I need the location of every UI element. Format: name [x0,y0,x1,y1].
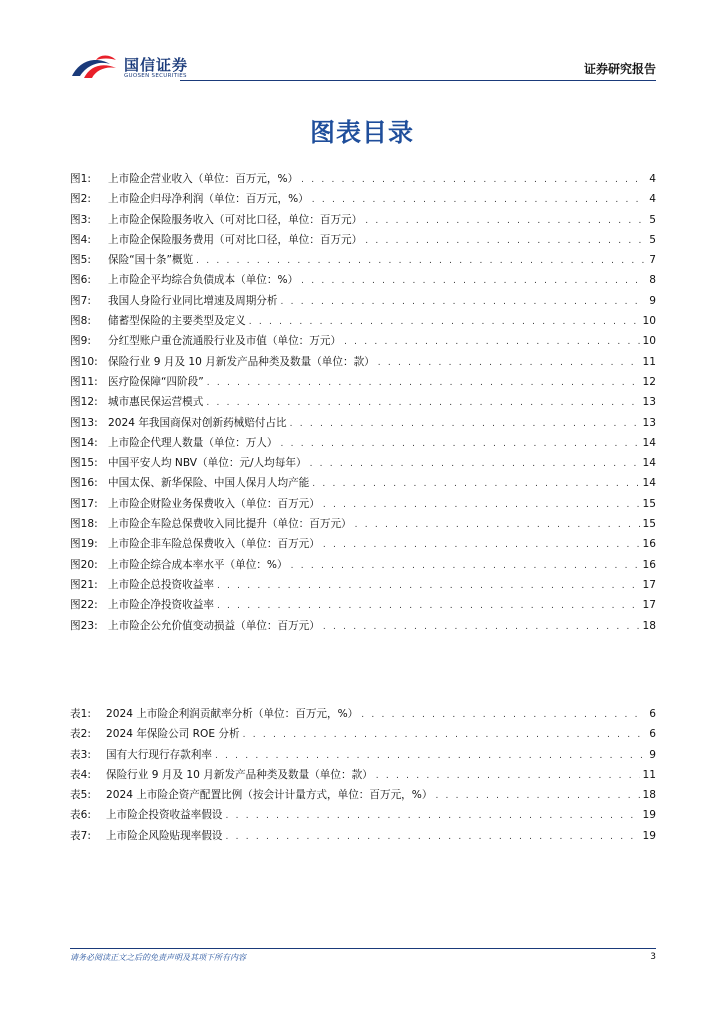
figure-list [70,171,656,638]
toc-entry-title: 上市险企保险服务费用（可对比口径，单位：百万元） [108,233,363,246]
toc-entry-page: 17 [642,599,656,612]
toc-entry-title: 上市险企代理人数量（单位：万人） [108,436,278,449]
dot-leader [226,811,640,821]
disclaimer-text: 请务必阅读正文之后的免责声明及其项下所有内容 [70,953,246,962]
page-header [70,50,656,86]
toc-entry-label: 图10: [70,355,98,368]
toc-entry-label: 图23: [70,619,98,632]
dot-leader [323,500,640,510]
toc-entry-page: 9 [649,748,656,761]
toc-entry-label: 图22: [70,599,98,612]
toc-entry-page: 4 [649,173,656,185]
dot-leader [378,358,640,368]
guosen-logo-icon [70,52,120,82]
toc-entry-title: 分红型账户重仓流通股行业及市值（单位：万元） [108,335,342,348]
dot-leader [301,175,645,185]
toc-entry-page: 6 [649,708,656,720]
table-toc-entry[interactable] [70,828,656,848]
table-toc-entry[interactable] [70,787,656,807]
toc-entry-label: 图12: [70,396,98,409]
figure-toc-entry[interactable] [70,191,656,211]
toc-entry-page: 7 [649,254,656,267]
dot-leader [323,622,640,632]
dot-leader [301,276,645,286]
figure-toc-entry[interactable] [70,212,656,232]
figure-toc-entry[interactable] [70,597,656,617]
figure-toc-entry[interactable] [70,536,656,556]
toc-entry-title: 2024 年保险公司 ROE 分析 [106,728,240,741]
figure-toc-entry[interactable] [70,496,656,516]
dot-leader [310,459,640,469]
toc-entry-label: 图11: [70,375,98,388]
dot-leader [361,710,645,720]
toc-entry-page: 15 [642,497,656,510]
dot-leader [435,791,639,801]
toc-entry-title: 上市险企平均综合负债成本（单位：%） [108,274,299,287]
toc-entry-page: 14 [642,477,656,490]
toc-entry-label: 图19: [70,538,98,551]
toc-entry-title: 上市险企归母净利润（单位：百万元，%） [108,193,309,206]
dot-leader [291,561,640,571]
toc-entry-page: 12 [642,375,656,388]
table-toc-entry[interactable] [70,726,656,746]
table-toc-entry[interactable] [70,706,656,726]
toc-entry-title: 我国人身险行业同比增速及周期分析 [108,294,278,307]
toc-entry-label: 图7: [70,294,91,307]
dot-leader [376,771,640,781]
dot-leader [226,832,640,842]
dot-leader [355,520,640,530]
figure-toc-entry[interactable] [70,516,656,536]
table-toc-entry[interactable] [70,807,656,827]
company-name-cn: 国信证券 [124,56,189,74]
toc-entry-title: 上市险企保险服务收入（可对比口径，单位：百万元） [108,213,363,226]
dot-leader [365,216,645,226]
toc-entry-page: 13 [642,396,656,409]
figure-toc-entry[interactable] [70,293,656,313]
toc-entry-page: 10 [642,335,656,348]
toc-entry-page: 11 [642,768,656,781]
figure-toc-entry[interactable] [70,354,656,374]
company-logo [70,50,200,84]
toc-entry-page: 18 [642,789,656,802]
toc-entry-label: 图15: [70,457,98,470]
toc-entry-label: 表5: [70,789,91,802]
toc-entry-label: 图9: [70,335,91,348]
toc-entry-label: 图20: [70,558,98,571]
toc-entry-page: 11 [642,355,656,368]
figure-toc-entry[interactable] [70,394,656,414]
toc-entry-label: 图18: [70,518,98,531]
toc-entry-page: 9 [649,294,656,307]
toc-entry-title: 国有大行现行存款利率 [106,748,212,761]
toc-entry-title: 上市险企综合成本率水平（单位：%） [108,558,288,571]
dot-leader [249,317,640,327]
header-divider [180,80,656,81]
toc-entry-title: 2024 年我国商保对创新药械赔付占比 [108,416,287,429]
toc-entry-page: 5 [649,213,656,226]
page-title: 图表目录 [309,118,414,147]
toc-entry-page: 6 [649,728,656,741]
dot-leader [196,256,645,266]
dot-leader [365,236,645,246]
dot-leader [281,439,640,449]
toc-entry-title: 储蓄型保险的主要类型及定义 [108,315,246,328]
footer-divider [70,948,656,949]
dot-leader [344,337,639,347]
figure-toc-entry[interactable] [70,232,656,252]
toc-entry-page: 8 [649,274,656,287]
toc-entry-title: 城市惠民保运营模式 [108,396,204,409]
page-number: 3 [650,952,656,962]
toc-entry-label: 图8: [70,315,91,328]
toc-entry-label: 表4: [70,768,91,781]
toc-entry-page: 18 [642,619,656,632]
table-toc-entry[interactable] [70,747,656,767]
toc-entry-page: 17 [642,578,656,591]
toc-entry-label: 图1: [70,173,91,185]
toc-entry-label: 表3: [70,748,91,761]
toc-entry-label: 表1: [70,708,91,720]
toc-entry-title: 上市险企风险贴现率假设 [106,829,223,842]
toc-entry-title: 上市险企营业收入（单位：百万元，%） [108,173,299,185]
dot-leader [207,378,640,388]
toc-entry-label: 图3: [70,213,91,226]
table-toc-entry[interactable] [70,767,656,787]
dot-leader [290,419,640,429]
toc-entry-page: 14 [642,457,656,470]
toc-entry-label: 图13: [70,416,98,429]
dot-leader [281,297,646,307]
dot-leader [206,398,639,408]
figure-toc-entry[interactable] [70,455,656,475]
toc-entry-title: 保险行业 9 月及 10 月新发产品种类及数量（单位：款） [106,768,373,781]
toc-entry-title: 医疗险保障“四阶段” [108,375,204,388]
dot-leader [217,601,640,611]
toc-entry-title: 中国太保、新华保险、中国人保月人均产能 [108,477,310,490]
toc-entry-label: 表2: [70,728,91,741]
toc-entry-title: 中国平安人均 NBV（单位：元/人均每年） [108,457,307,470]
toc-entry-page: 16 [642,558,656,571]
toc-entry-title: 保险行业 9 月及 10 月新发产品种类及数量（单位：款） [108,355,375,368]
dot-leader [312,479,639,489]
dot-leader [217,581,640,591]
toc-entry-title: 上市险企净投资收益率 [108,599,214,612]
figure-toc-entry[interactable] [70,313,656,333]
toc-entry-page: 15 [642,518,656,531]
toc-entry-label: 表7: [70,829,91,842]
dot-leader [243,730,645,740]
dot-leader [215,751,645,761]
toc-entry-title: 上市险企非车险总保费收入（单位：百万元） [108,538,320,551]
figure-toc-entry[interactable] [70,252,656,272]
figure-toc-entry[interactable] [70,374,656,394]
figure-toc-entry[interactable] [70,577,656,597]
toc-entry-label: 图14: [70,436,98,449]
toc-entry-title: 上市险企投资收益率假设 [106,809,223,822]
figure-toc-entry[interactable] [70,333,656,353]
toc-entry-label: 图21: [70,578,98,591]
toc-entry-label: 图2: [70,193,91,206]
figure-toc-entry[interactable] [70,435,656,455]
toc-entry-page: 10 [642,315,656,328]
figure-toc-entry[interactable] [70,557,656,577]
figure-toc-entry[interactable] [70,272,656,292]
toc-entry-page: 19 [642,829,656,842]
company-name-en: GUOSEN SECURITIES [124,73,187,79]
toc-entry-title: 保险“国十条”概览 [108,254,194,267]
toc-entry-label: 图17: [70,497,98,510]
toc-entry-label: 图5: [70,254,91,267]
figure-toc-entry[interactable] [70,618,656,638]
toc-entry-title: 2024 上市险企利润贡献率分析（单位：百万元，%） [106,708,359,720]
dot-leader [323,540,640,550]
toc-entry-title: 上市险企公允价值变动损益（单位：百万元） [108,619,320,632]
figure-toc-entry[interactable] [70,171,656,191]
toc-entry-title: 上市险企总投资收益率 [108,578,214,591]
report-type-label: 证券研究报告 [583,62,656,76]
figure-toc-entry[interactable] [70,415,656,435]
toc-entry-page: 14 [642,436,656,449]
toc-entry-title: 上市险企财险业务保费收入（单位：百万元） [108,497,320,510]
toc-entry-label: 图16: [70,477,98,490]
toc-entry-title: 2024 上市险企资产配置比例（按会计计量方式，单位：百万元，%） [106,789,433,802]
toc-entry-label: 图4: [70,233,91,246]
figure-toc-entry[interactable] [70,475,656,495]
toc-entry-page: 13 [642,416,656,429]
table-list [70,706,656,848]
toc-entry-title: 上市险企车险总保费收入同比提升（单位：百万元） [108,518,352,531]
toc-entry-page: 19 [642,809,656,822]
toc-entry-label: 图6: [70,274,91,287]
dot-leader [312,195,645,205]
toc-entry-page: 4 [649,193,656,206]
toc-entry-page: 5 [649,233,656,246]
toc-entry-page: 16 [642,538,656,551]
toc-entry-label: 表6: [70,809,91,822]
